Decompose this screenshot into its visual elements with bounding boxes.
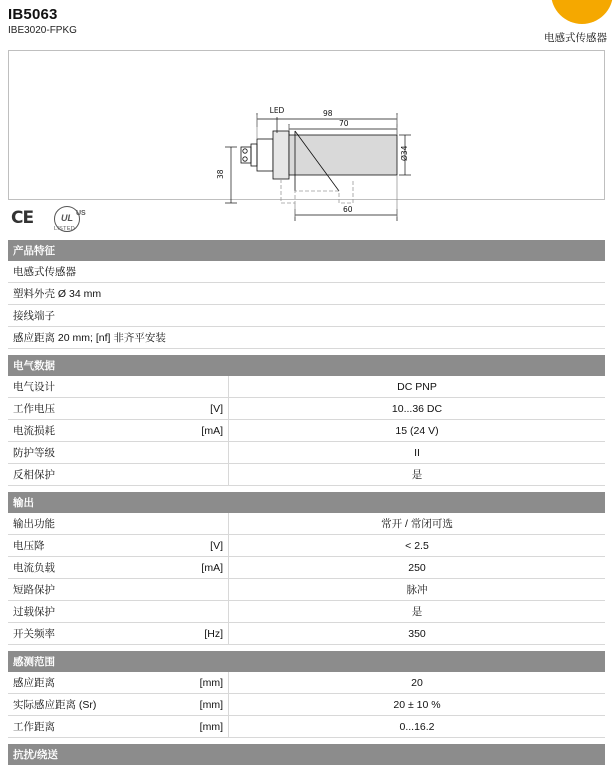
row-label: 短路保护: [8, 579, 183, 601]
table-row: [8, 535, 605, 557]
table-row: [8, 261, 605, 283]
row-label: 输出功能: [8, 513, 183, 535]
row-unit: [mm]: [183, 694, 229, 716]
row-label: 工作距离: [8, 716, 183, 738]
spec-sections: [8, 240, 605, 765]
row-label: 电压降: [8, 535, 183, 557]
row-value: < 2.5: [229, 535, 606, 557]
row-value: 10...36 DC: [229, 398, 606, 420]
row-unit: [mm]: [183, 716, 229, 738]
row-value: 0...16.2: [229, 716, 606, 738]
row-label: 工作电压: [8, 398, 183, 420]
product-category-label: 电感式传感器: [544, 32, 607, 44]
row-label: 开关频率: [8, 623, 183, 645]
row-unit: [V]: [183, 535, 229, 557]
row-value: 350: [229, 623, 606, 645]
ce-mark-icon: CE: [11, 208, 34, 228]
section-header-environment: 抗扰/绕送: [8, 744, 605, 765]
row-value: 20 ± 10 %: [229, 694, 606, 716]
table-row: [8, 601, 605, 623]
row-value: 脉冲: [229, 579, 606, 601]
row-unit: [183, 601, 229, 623]
table-row: [8, 623, 605, 645]
product-code: IBE3020-FPKG: [8, 25, 77, 36]
table-row: [8, 579, 605, 601]
table-row: [8, 464, 605, 486]
table-row: [8, 305, 605, 327]
dim-diameter-label: Ø34: [400, 145, 409, 161]
dim-body-label: 70: [339, 119, 349, 128]
row-label: 电流损耗: [8, 420, 183, 442]
row-value: 20: [229, 672, 606, 694]
outputs-table: [8, 513, 605, 645]
dim-total-label: 98: [323, 109, 333, 118]
table-row: [8, 557, 605, 579]
row-unit: [mm]: [183, 672, 229, 694]
table-row: [8, 716, 605, 738]
row-unit: [mA]: [183, 420, 229, 442]
table-row: [8, 442, 605, 464]
row-unit: [183, 579, 229, 601]
row-label: 实际感应距离 (Sr): [8, 694, 183, 716]
row-value: II: [229, 442, 606, 464]
row-label: 反相保护: [8, 464, 183, 486]
table-row: [8, 283, 605, 305]
row-value: 常开 / 常闭可选: [229, 513, 606, 535]
page-header: [0, 0, 613, 48]
row-value: 15 (24 V): [229, 420, 606, 442]
feature-text: 塑料外壳 Ø 34 mm: [8, 283, 605, 305]
row-value: DC PNP: [229, 376, 606, 398]
approvals-row: [8, 200, 605, 234]
row-value: 250: [229, 557, 606, 579]
ul-mark-icon: UL: [54, 206, 80, 232]
row-unit: [183, 442, 229, 464]
row-unit: [V]: [183, 398, 229, 420]
row-label: 电气设计: [8, 376, 183, 398]
ul-us-label: US: [76, 210, 86, 217]
row-unit: [183, 376, 229, 398]
section-header-electrical-data: 电气数据: [8, 355, 605, 376]
table-row: [8, 398, 605, 420]
row-label: 防护等级: [8, 442, 183, 464]
sensing-range-table: [8, 672, 605, 738]
table-row: [8, 376, 605, 398]
electrical-data-table: [8, 376, 605, 486]
feature-text: 感应距离 20 mm; [nf] 非齐平安装: [8, 327, 605, 349]
row-label: 电流负载: [8, 557, 183, 579]
feature-text: 电感式传感器: [8, 261, 605, 283]
table-row: [8, 420, 605, 442]
page-title: IB5063: [8, 6, 58, 23]
row-value: 是: [229, 601, 606, 623]
row-label: 感应距离: [8, 672, 183, 694]
section-header-outputs: 输出: [8, 492, 605, 513]
table-row: [8, 513, 605, 535]
row-unit: [Hz]: [183, 623, 229, 645]
dim-left-label: 38: [216, 169, 225, 179]
section-header-features: 产品特征: [8, 240, 605, 261]
led-label: LED: [269, 106, 285, 115]
row-label: 过载保护: [8, 601, 183, 623]
section-header-sensing-range: 感测范围: [8, 651, 605, 672]
table-row: [8, 327, 605, 349]
ul-listed-label: LISTED: [54, 226, 76, 232]
row-unit: [mA]: [183, 557, 229, 579]
row-unit: [183, 464, 229, 486]
table-row: [8, 694, 605, 716]
row-value: 是: [229, 464, 606, 486]
features-table: [8, 261, 605, 349]
row-unit: [183, 513, 229, 535]
table-row: [8, 672, 605, 694]
feature-text: 接线端子: [8, 305, 605, 327]
dim-bottom-label: 60: [343, 205, 353, 214]
